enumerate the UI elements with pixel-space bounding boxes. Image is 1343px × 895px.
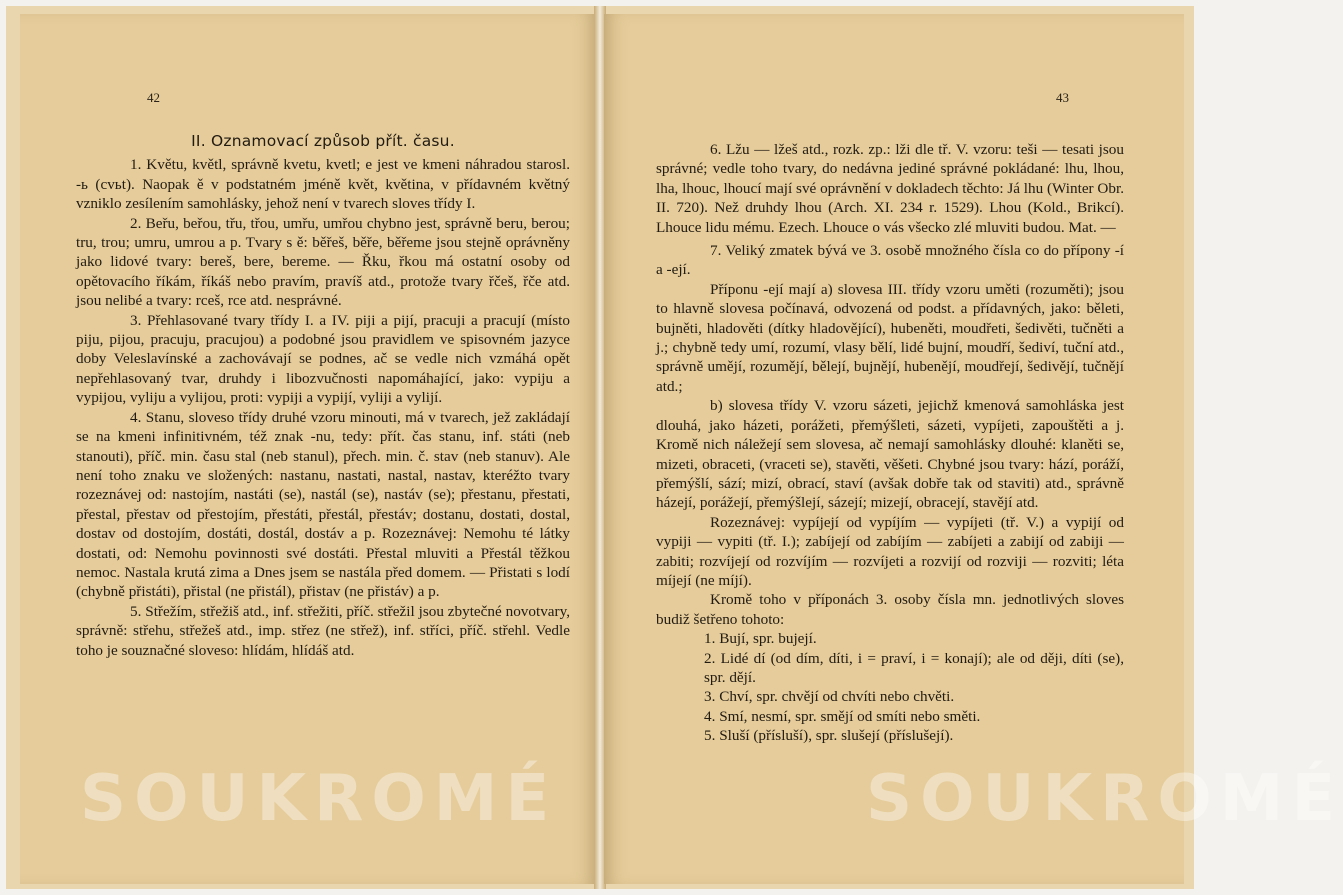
list-item: 1. Bují, spr. bujejí.: [704, 630, 817, 648]
paragraph-2: 2. Beřu, beřou, třu, třou, umřu, umřou chybno jest, správně beru, berou; tru, trou; umru, umrou a p. Tvary s ě: běřeš, běře, běřeme jsou stejně oprávněny jako lidové tvary: bereš, bere, bereme. — Řku, řkou má ostatní osoby od opětovacího říkám, říkáš nebo pravím, pravíš atd., protože tvary řčeš, řče atd. jsou nelibé a tvary: rceš, rce atd. nesprávné.: [76, 214, 570, 310]
paragraph-7a: Příponu -ejí mají a) slovesa III. třídy vzoru uměti (rozuměti); jsou to hlavně slovesa počínavá, odvozená od podst. a přídavných, jako: běleti, bujněti, hladověti (dítky hladovějící), hubeněti, moudřeti, šedivěti, tučněti a j.; chybně tedy umí, rozumí, vlasy bělí, lidé bujní, moudří, šediví, tuční atd., správně umějí, rozumějí, bělejí, bujnějí, hubenějí, moudřejí, šedivějí, tučnějí atd.;: [656, 280, 1124, 395]
right-page: [604, 14, 1343, 884]
left-page: [20, 14, 596, 884]
list-item: 5. Sluší (přísluší), spr. slušejí (příslušejí).: [704, 727, 954, 745]
paragraph-7: 7. Veliký zmatek bývá ve 3. osobě množného čísla co do přípony -í a -ejí.: [656, 242, 1124, 279]
paragraph-7b: b) slovesa třídy V. vzoru sázeti, jejichž kmenová samohláska jest dlouhá, jako házeti, porážeti, přemýšleti, sázeti, vypíjeti, zapouštěti a j. Kromě nich náležejí sem slovesa, ač nemají samohlásky dlouhé: klaněti se, mizeti, obraceti, (vraceti se), stavěti, věšeti. Chybné jsou tvary: hází, poráží, přemýšlí, sází; mizí, obrací, staví (avšak dobře tak od staviti) atd., správně házejí, porážejí, přemýšlejí, sázejí; mizejí, obracejí, stavějí atd.: [656, 397, 1124, 512]
paragraph-6: 6. Lžu — lžeš atd., rozk. zp.: lži dle tř. V. vzoru: teši — tesati jsou správné; vedle toho tvary, do nedávna jediné správné pokládané: lhu, lhou, lha, lhouc, lhoucí mají své oprávnění v dokladech těchto: Já lhu (Winter Obr. II. 720). Než druhdy lhou (Arch. XI. 234 r. 1529). Lhou (Kold., Brikcí). Lhouce lidu mému. Ezech. Lhouce o vás všecko zlé mluviti budou. Mat. —: [656, 141, 1124, 236]
section-heading: II. Oznamovací způsob přít. času.: [191, 132, 455, 150]
left-page-text: [76, 132, 570, 660]
watermark-left: SOUKROMÉ: [80, 762, 558, 836]
paragraph-1: 1. Květu, květl, správně kvetu, kvetl; e jest ve kmeni náhradou starosl. -ь (сvьt). Naopak ě v podstatném jméně květ, květina, v přídavném květný vzniklo zesílením samohlásky, jehož není v tvarech sloves třídy I.: [76, 156, 570, 213]
right-page-text: [656, 140, 1124, 746]
paragraph-distinguish: Rozeznávej: vypíjejí od vypíjím — vypíjeti (tř. V.) a vypijí od vypiji — vypiti (tř. I.); zabíjejí od zabíjím — zabíjeti a zabijí od zabiji — zabiti; rozvíjejí od rozvíjím — rozvíjeti a rozvijí od rozviji — rozviti; léta míjejí (ne míjí).: [656, 513, 1124, 589]
list-item: 2. Lidé dí (od dím, díti, i = praví, i = konají); ale od ději, díti (se), spr. dějí.: [704, 649, 1124, 686]
paragraph-besides: Kromě toho v příponách 3. osoby čísla mn. jednotlivých sloves budiž šetřeno tohoto:: [656, 591, 1124, 628]
list-item: 4. Smí, nesmí, spr. smějí od smíti nebo směti.: [704, 707, 981, 725]
paragraph-4: 4. Stanu, sloveso třídy druhé vzoru minouti, má v tvarech, jež zakládají se na kmeni infinitivném, též znak -nu, tedy: přít. čas stanu, inf. státi (neb stanouti), příč. min. času stal (neb stanul), přech. min. č. stav (neb stanuv). Ale není toho znaku ve složených: nastanu, nastati, nastal, nastav, kteréžto tvary rozeznávej od: nastojím, nastáti (se), nastál (se), nastáv (se); přestanu, přestati, přestal, přestav od přestojím, přestáti, přestál, přestáv; dostanu, dostati, dostal, dostav od dostojím, dostáti, dostál, dostáv a p. Rozeznávej: Nemohu té látky dostati, od: Nemohu povinnosti své dostáti. Přestal mluviti a Přestál těžkou nemoc. Nastala krutá zima a Dnes jsem se nastála před domem. — Přistati s lodí (chybně přistáti), přistal (ne přistál), přistav (ne přistáv) a p.: [76, 408, 570, 601]
paragraph-3: 3. Přehlasované tvary třídy I. a IV. piji a pijí, pracuji a pracují (místo piju, pijou, pracuju, pracujou) a podobné jsou pravidlem ve spisovném jazyce doby Veleslavínské a zachovávají se podnes, ač se vedle nich vzmáhá opět nepřehlasovaný tvar, druhdy i libozvučnosti napomáhající, jako: vypiju a vypijou, vyliju a vylijou, proti: vypiji a vypijí, vyliji a vylijí.: [76, 311, 570, 407]
page-number-right: 43: [1056, 90, 1069, 105]
paragraph-5: 5. Střežím, střežiš atd., inf. střežiti, příč. střežil jsou zbytečné novotvary, správně: střehu, střežeš atd., imp. střez (ne střež), inf. stříci, příč. střehl. Vedle toho je souznačné sloveso: hlídám, hlídáš atd.: [76, 602, 570, 659]
book-spread: [6, 6, 1343, 889]
page-number-left: 42: [147, 90, 160, 105]
watermark-right: SOUKROMÉ: [866, 762, 1343, 836]
list-item: 3. Chví, spr. chvějí od chvíti nebo chvěti.: [704, 688, 955, 706]
